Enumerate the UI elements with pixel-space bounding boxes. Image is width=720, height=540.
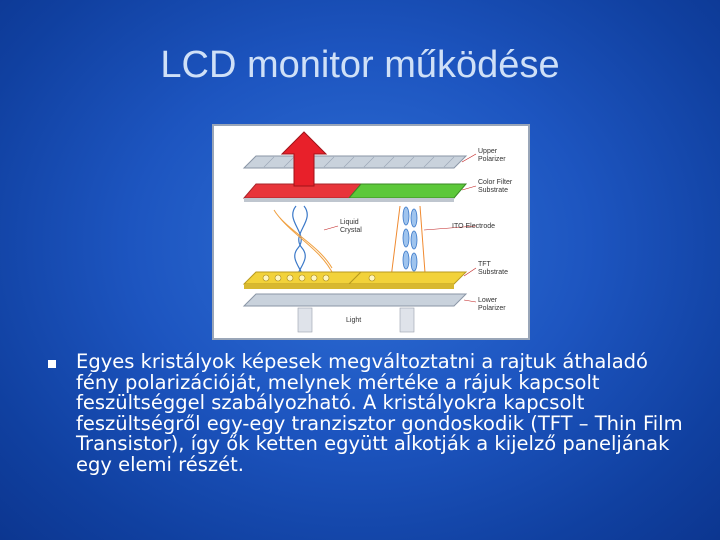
label-upper-polarizer-1: Upper: [478, 148, 498, 155]
label-color-filter-2: Substrate: [478, 187, 508, 194]
bullet-square-icon: [48, 360, 56, 368]
slide-title: LCD monitor működése: [160, 44, 560, 86]
label-upper-polarizer-2: Polarizer: [478, 156, 506, 163]
lcd-diagram-svg: [214, 126, 528, 338]
liquid-crystal-left-orange: [274, 210, 334, 276]
label-color-filter-1: Color Filter: [478, 179, 513, 186]
tft-substrate-edge: [244, 284, 454, 289]
color-filter-edge: [244, 198, 454, 202]
label-lower-polarizer-2: Polarizer: [478, 305, 506, 312]
green-color-filter: [349, 184, 466, 198]
light-beam-left: [298, 308, 312, 332]
label-ito-electrode: ITO Electrode: [452, 223, 496, 230]
lcd-structure-diagram: [212, 124, 530, 340]
label-liquid-crystal-1: Liquid: [340, 219, 359, 226]
label-liquid-crystal-2: Crystal: [340, 227, 362, 234]
bullet-text: Egyes kristályok képesek megváltoztatni a rajtuk áthaladó fény polarizációját, melynek mértéke a rájuk kapcsolt feszültséggel szabályozható. A kristályokra kapcsolt feszültségről egy-egy tranzisztor gondoskodik (TFT – Thin Film Transistor), így ők ketten együtt alkotják a kijelző paneljának egy elemi részét.: [76, 350, 683, 476]
lower-polarizer-layer: [244, 294, 466, 306]
label-tft-substrate-1: TFT: [478, 261, 491, 268]
light-beam-right: [400, 308, 414, 332]
label-lower-polarizer-1: Lower: [478, 297, 498, 304]
tft-panel-right: [349, 272, 466, 284]
liquid-crystal-right: [403, 207, 417, 271]
label-tft-substrate-2: Substrate: [478, 269, 508, 276]
label-light: Light: [346, 317, 362, 324]
upper-polarizer-layer: [244, 156, 466, 168]
